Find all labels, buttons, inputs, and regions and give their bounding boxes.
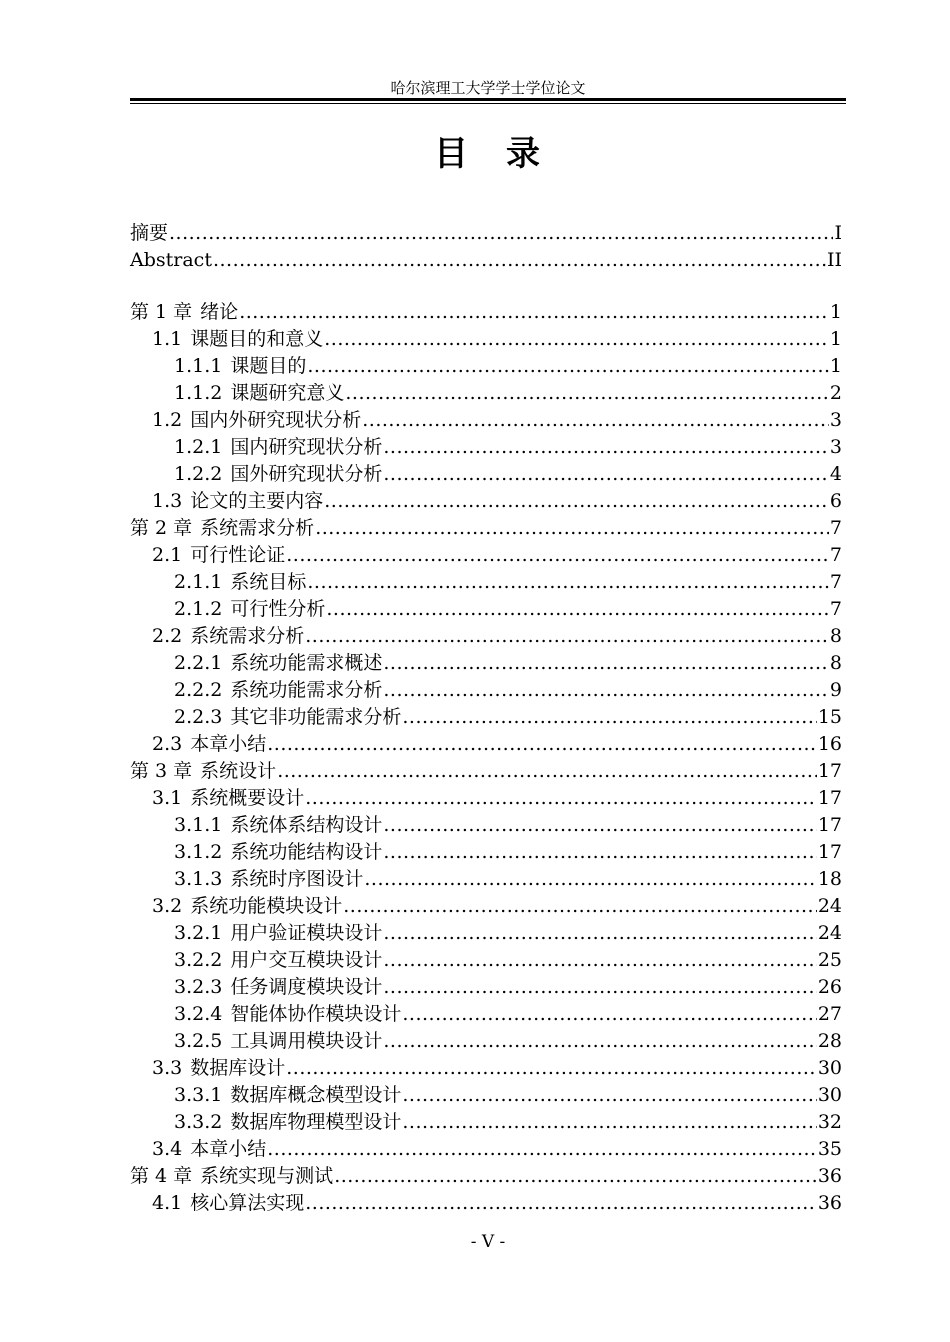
toc-dot-leader [383,839,816,866]
toc-entry-label [130,515,314,542]
toc-entry[interactable] [130,974,842,1001]
toc-entry-text: 课题目的和意义 [190,328,324,350]
toc-entry[interactable] [130,623,842,650]
toc-entry[interactable] [130,1190,842,1217]
toc-dot-leader [267,1136,817,1163]
toc-entry-number: 3.2.3 [174,976,223,998]
toc-entry-page: 26 [817,976,842,998]
toc-entry-page: 8 [829,625,842,647]
toc-dot-leader [169,220,833,247]
toc-entry-number: 第 4 章 [130,1165,193,1187]
toc-entry-label [174,1082,401,1109]
toc-entry-number: 3.3.2 [174,1111,223,1133]
toc-entry[interactable] [130,650,842,677]
toc-entry-text: 系统需求分析 [190,625,305,647]
toc-entry-page: 30 [817,1057,842,1079]
toc-entry-page: 18 [817,868,842,890]
toc-entry-label [174,1028,382,1055]
toc-entry-number: 2.2.2 [174,679,223,701]
toc-entry-label [174,1001,401,1028]
toc-entry-label [174,704,401,731]
toc-dot-leader [362,407,829,434]
toc-entry-text: 摘要 [130,222,169,244]
toc-entry[interactable] [130,353,842,380]
toc-entry-text: 用户验证模块设计 [230,922,383,944]
toc-entry-label [174,677,382,704]
toc-entry-page: 7 [829,544,842,566]
toc-entry-page: 8 [829,652,842,674]
toc-dot-leader [364,866,816,893]
toc-dot-leader [286,1055,817,1082]
toc-entry[interactable] [130,515,842,542]
toc-dot-leader [383,461,829,488]
toc-entry-text: 系统时序图设计 [230,868,364,890]
toc-entry-text: 用户交互模块设计 [230,949,383,971]
toc-entry[interactable] [130,569,842,596]
toc-entry-text: 系统功能模块设计 [190,895,343,917]
toc-entry-label [174,866,363,893]
toc-entry-page: 36 [817,1192,842,1214]
toc-dot-leader [334,1163,817,1190]
toc-entry[interactable] [130,488,842,515]
toc-entry-page: II [826,249,842,271]
toc-entry-number: 3.1 [152,787,183,809]
toc-entry-label [174,569,306,596]
toc-entry-label [174,380,344,407]
header-rule-thin [130,103,846,104]
toc-entry[interactable] [130,1136,842,1163]
toc-entry[interactable] [130,1109,842,1136]
toc-entry-label [152,623,304,650]
toc-entry-label [152,893,342,920]
toc-dot-leader [305,1190,817,1217]
toc-entry-label [174,353,306,380]
toc-dot-leader [402,1001,816,1028]
toc-entry-number: 3.2.2 [174,949,223,971]
toc-entry-number: 2.2.3 [174,706,223,728]
toc-entry-number: 第 2 章 [130,517,193,539]
toc-dot-leader [402,1109,816,1136]
toc-entry[interactable] [130,704,842,731]
toc-entry-label [174,461,382,488]
toc-entry[interactable] [130,839,842,866]
toc-entry-text: 智能体协作模块设计 [230,1003,402,1025]
toc-entry-label [130,1163,333,1190]
toc-entry-page: 1 [829,355,842,377]
toc-entry[interactable] [130,866,842,893]
toc-entry-label [174,434,382,461]
toc-entry[interactable] [130,220,842,247]
toc-entry-page: 7 [829,517,842,539]
toc-dot-leader [402,1082,816,1109]
toc-entry-number: 1.2.2 [174,463,223,485]
toc-dot-leader [305,785,817,812]
toc-dot-leader [315,515,829,542]
toc-entry-text: 系统设计 [200,760,277,782]
toc-entry-page: 6 [829,490,842,512]
toc-entry-text: 其它非功能需求分析 [230,706,402,728]
toc-dot-leader [307,353,829,380]
toc-entry-label [130,247,212,274]
toc-entry-label [152,1055,285,1082]
toc-entry-label [152,326,323,353]
toc-entry-text: 本章小结 [190,1138,267,1160]
toc-dot-leader [383,650,829,677]
page-number: - V - [470,1232,506,1252]
toc-dot-leader [213,247,826,274]
toc-entry-label [174,650,382,677]
toc-dot-leader [383,1028,816,1055]
toc-entry-label [152,1190,304,1217]
toc-entry-text: 可行性论证 [190,544,286,566]
toc-entry-text: 数据库概念模型设计 [230,1084,402,1106]
toc-entry-number: 2.3 [152,733,183,755]
toc-entry[interactable] [130,920,842,947]
toc-entry[interactable] [130,893,842,920]
toc-dot-leader [402,704,816,731]
header-rule-thick [130,98,846,101]
toc-entry-number: 3.4 [152,1138,183,1160]
toc-dot-leader [267,731,817,758]
toc-entry-label [130,220,168,247]
toc-entry-label [130,299,238,326]
toc-entry-label [152,1136,266,1163]
toc-entry-page: 25 [817,949,842,971]
toc-entry[interactable] [130,461,842,488]
toc-entry-page: 7 [829,598,842,620]
toc-entry[interactable] [130,247,842,274]
toc-entry-number: 2.2 [152,625,183,647]
toc-entry-number: 1.1 [152,328,183,350]
toc-entry-page: 17 [817,814,842,836]
toc-entry-text: 系统目标 [230,571,307,593]
toc-entry[interactable] [130,299,842,326]
toc-dot-leader [239,299,829,326]
running-header: 哈尔滨理工大学学士学位论文 [390,79,586,97]
toc-entry-number: 3.2 [152,895,183,917]
toc-entry[interactable] [130,731,842,758]
toc-entry[interactable] [130,407,842,434]
toc-entry-number: 2.1 [152,544,183,566]
toc-entry-number: 3.1.2 [174,841,223,863]
toc-entry-label [130,758,276,785]
toc-entry[interactable] [130,1163,842,1190]
toc-entry[interactable] [130,380,842,407]
toc-entry-number: 1.2.1 [174,436,223,458]
toc-entry-page: 3 [829,409,842,431]
toc-entry-text: 本章小结 [190,733,267,755]
toc-entry-page: 32 [817,1111,842,1133]
toc-entry-page: 1 [829,301,842,323]
toc-dot-leader [343,893,817,920]
toc-entry-label [174,920,382,947]
toc-entry-page: 27 [817,1003,842,1025]
toc-entry-text: 数据库设计 [190,1057,286,1079]
toc-entry-text: 国外研究现状分析 [230,463,383,485]
toc-dot-leader [383,974,816,1001]
toc-entry[interactable] [130,434,842,461]
toc-entry-label [174,812,382,839]
toc-entry-number: 1.1.2 [174,382,223,404]
toc-entry-number: 3.2.1 [174,922,223,944]
toc-entry-text: Abstract [130,249,212,271]
toc-entry[interactable] [130,758,842,785]
toc-entry-text: 国内研究现状分析 [230,436,383,458]
toc-entry-page: 17 [817,760,842,782]
toc-dot-leader [324,326,829,353]
toc-entry-text: 论文的主要内容 [190,490,324,512]
toc-dot-leader [383,812,816,839]
toc-entry-number: 1.3 [152,490,183,512]
toc-entry-number: 3.2.4 [174,1003,223,1025]
toc-entry-number: 1.2 [152,409,183,431]
toc-entry-page: 24 [817,895,842,917]
toc-entry-page: 36 [817,1165,842,1187]
toc-dot-leader [383,947,816,974]
toc-entry-text: 可行性分析 [230,598,326,620]
toc-entry[interactable] [130,1001,842,1028]
toc-entry-label [174,839,382,866]
toc-entry-number: 3.3.1 [174,1084,223,1106]
toc-entry-label [174,1109,401,1136]
toc-entry-text: 课题目的 [230,355,307,377]
toc-entry-number: 3.1.3 [174,868,223,890]
toc-entry-page: 28 [817,1030,842,1052]
toc-dot-leader [324,488,829,515]
toc-dot-leader [383,434,829,461]
toc-dot-leader [305,623,829,650]
toc-dot-leader [326,596,829,623]
toc-entry-text: 工具调用模块设计 [230,1030,383,1052]
toc-entry-label [174,974,382,1001]
toc-dot-leader [277,758,817,785]
toc-entry-text: 数据库物理模型设计 [230,1111,402,1133]
toc-entry[interactable] [130,812,842,839]
toc-entry[interactable] [130,326,842,353]
toc-entry-text: 课题研究意义 [230,382,345,404]
toc-entry[interactable] [130,785,842,812]
toc-entry-text: 系统体系结构设计 [230,814,383,836]
toc-entry-page: 2 [829,382,842,404]
toc-entry-page: 17 [817,787,842,809]
toc-title: 目 录 [434,134,542,174]
toc-entry-text: 系统实现与测试 [200,1165,334,1187]
toc-entry-page: 9 [829,679,842,701]
toc-entry-number: 1.1.1 [174,355,223,377]
toc-entry-text: 系统功能需求概述 [230,652,383,674]
toc-entry-page: 30 [817,1084,842,1106]
toc-entry[interactable] [130,542,842,569]
toc-entry[interactable] [130,1082,842,1109]
toc-entry-page: 4 [829,463,842,485]
toc-entry-text: 系统功能结构设计 [230,841,383,863]
toc-dot-leader [383,677,829,704]
toc-entry-number: 4.1 [152,1192,183,1214]
toc-entry-number: 2.1.2 [174,598,223,620]
toc-entry-label [174,596,325,623]
toc-entry-page: I [834,222,842,244]
toc-entry-text: 绪论 [200,301,239,323]
toc-entry-text: 系统概要设计 [190,787,305,809]
toc-entry-page: 24 [817,922,842,944]
toc-entry-number: 第 1 章 [130,301,193,323]
toc-entry[interactable] [130,677,842,704]
table-of-contents [130,220,842,1217]
toc-entry-number: 2.2.1 [174,652,223,674]
toc-entry-page: 35 [817,1138,842,1160]
toc-dot-leader [345,380,829,407]
toc-entry-number: 3.3 [152,1057,183,1079]
toc-entry-page: 16 [817,733,842,755]
toc-entry-text: 核心算法实现 [190,1192,305,1214]
toc-entry-page: 7 [829,571,842,593]
toc-dot-leader [307,569,829,596]
toc-entry-number: 第 3 章 [130,760,193,782]
toc-entry-label [152,407,361,434]
toc-entry-number: 3.2.5 [174,1030,223,1052]
toc-entry-label [152,542,285,569]
toc-entry-label [174,947,382,974]
toc-entry[interactable] [130,947,842,974]
toc-entry-page: 17 [817,841,842,863]
toc-entry[interactable] [130,1055,842,1082]
toc-entry-text: 国内外研究现状分析 [190,409,362,431]
toc-dot-leader [383,920,816,947]
toc-entry-text: 任务调度模块设计 [230,976,383,998]
toc-entry-page: 3 [829,436,842,458]
toc-entry-label [152,785,304,812]
toc-dot-leader [286,542,829,569]
toc-entry[interactable] [130,1028,842,1055]
toc-entry-page: 1 [829,328,842,350]
toc-entry-text: 系统需求分析 [200,517,315,539]
toc-entry-label [152,731,266,758]
toc-entry[interactable] [130,596,842,623]
toc-entry-number: 2.1.1 [174,571,223,593]
toc-entry-label [152,488,323,515]
toc-entry-page: 15 [817,706,842,728]
toc-entry-text: 系统功能需求分析 [230,679,383,701]
toc-entry-number: 3.1.1 [174,814,223,836]
